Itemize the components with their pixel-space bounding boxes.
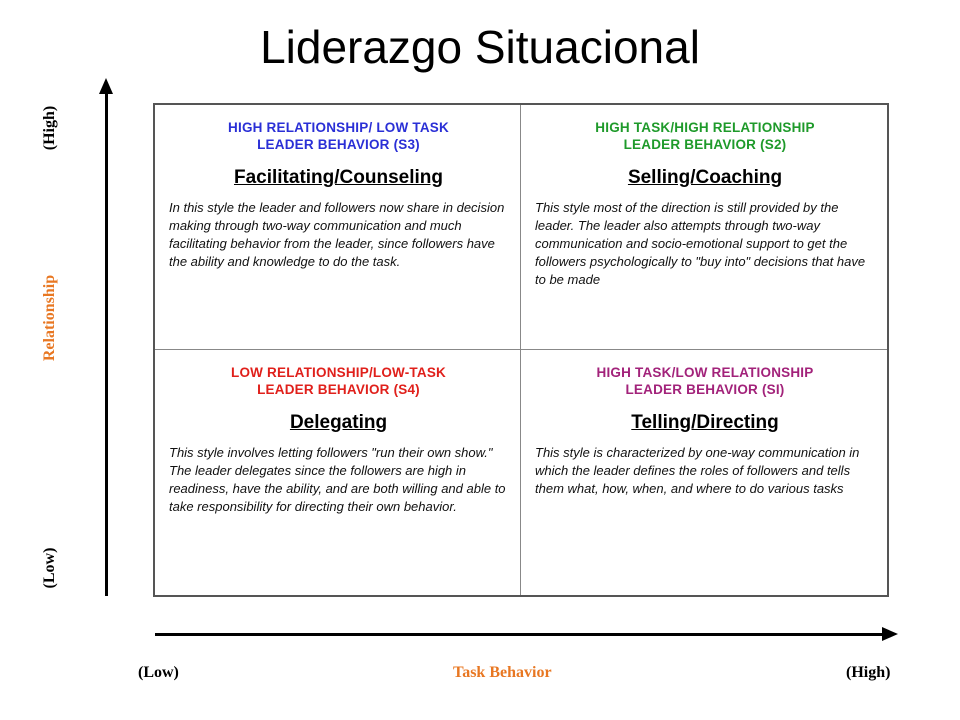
style-description: In this style the leader and followers now share in decision making through two-way communication and much facilitating behavior from the leader, since followers have the ability and knowledge to do the task. [169, 200, 505, 269]
heading-line-1: LOW RELATIONSHIP/LOW-TASK [231, 365, 446, 380]
quadrant-s3 [155, 105, 521, 350]
style-name: Facilitating/Counseling [233, 167, 443, 188]
heading-line-1: HIGH TASK/HIGH RELATIONSHIP [595, 120, 815, 135]
quadrant-s4 [155, 350, 521, 595]
style-description: This style is characterized by one-way communication in which the leader defines the roles of followers and tells them what, how, when, and where to do various tasks [535, 445, 860, 496]
quadrant-heading [167, 364, 510, 398]
quadrant-s2 [521, 105, 887, 350]
heading-line-2: LEADER BEHAVIOR (S3) [257, 137, 420, 152]
quadrant-heading [167, 119, 510, 153]
x-axis-arrowhead [882, 627, 898, 641]
heading-line-2: LEADER BEHAVIOR (SI) [625, 382, 785, 397]
y-axis-low-label: (Low) [41, 547, 58, 589]
leadership-matrix [153, 103, 889, 597]
heading-line-1: HIGH RELATIONSHIP/ LOW TASK [228, 120, 449, 135]
quadrant-heading [533, 364, 877, 398]
quadrant-s1 [521, 350, 887, 595]
y-axis-title: Relationship [41, 274, 58, 362]
y-axis-line [105, 92, 108, 596]
style-description: This style most of the direction is still provided by the leader. The leader also attempts through two-way communication and socio-emotional support to get the followers psychologically to "buy into" decisions that have to be made [535, 200, 866, 287]
style-name: Selling/Coaching [627, 167, 783, 188]
y-axis-high-label: (High) [41, 105, 58, 151]
slide-title: Liderazgo Situacional [260, 21, 700, 73]
style-name: Telling/Directing [631, 412, 779, 433]
heading-line-1: HIGH TASK/LOW RELATIONSHIP [596, 365, 814, 380]
style-description: This style involves letting followers "run their own show." The leader delegates since the followers are high in readiness, have the ability, and are both willing and able to take responsibility for directing their own behavior. [169, 445, 506, 514]
quadrant-heading [533, 119, 877, 153]
x-axis-line [155, 633, 885, 636]
heading-line-2: LEADER BEHAVIOR (S4) [257, 382, 420, 397]
x-axis-low-label: (Low) [138, 664, 179, 681]
y-axis-arrowhead [99, 78, 113, 94]
heading-line-2: LEADER BEHAVIOR (S2) [623, 137, 787, 152]
style-name: Delegating [289, 412, 388, 433]
x-axis-title: Task Behavior [453, 664, 552, 681]
x-axis-high-label: (High) [846, 664, 891, 681]
